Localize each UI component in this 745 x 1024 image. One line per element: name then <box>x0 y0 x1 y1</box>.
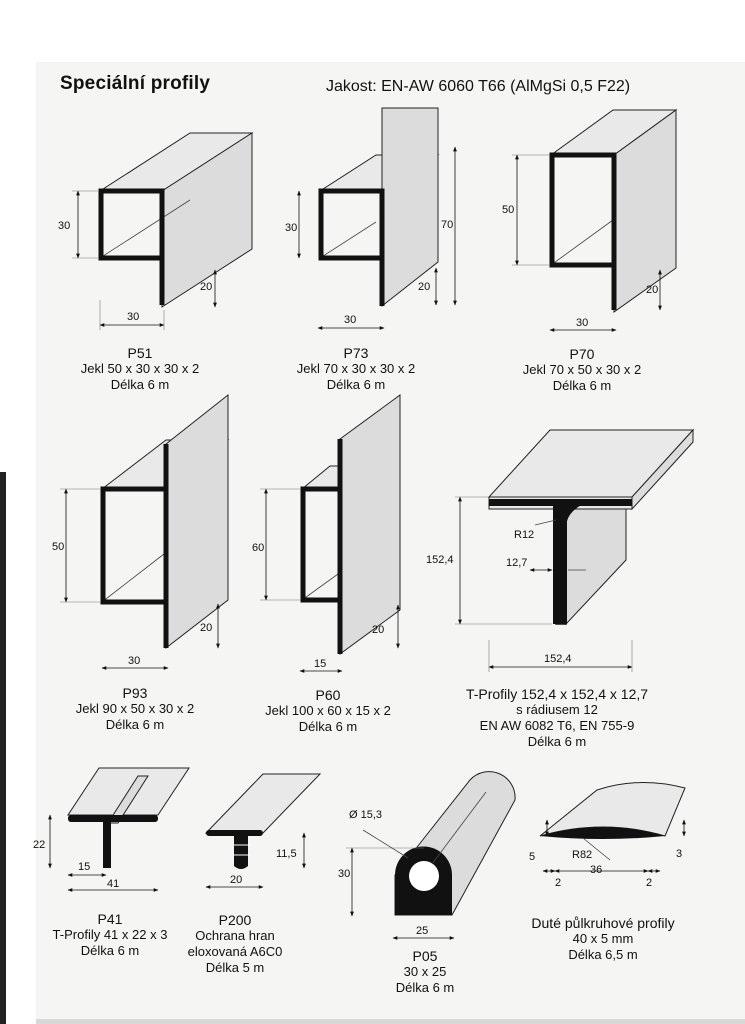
p41-flange-label: 15 <box>78 861 91 873</box>
p73-code: P73 <box>343 345 369 361</box>
p73-height-label: 30 <box>285 222 298 234</box>
p41-spec: T-Profily 41 x 22 x 3 <box>52 927 168 942</box>
p05-spec: 30 x 25 <box>403 964 447 979</box>
profile-p70-drawing <box>512 110 676 330</box>
half-round-radius-label: R82 <box>572 849 593 861</box>
p73-leg-label: 20 <box>418 281 431 293</box>
half-round-code: Duté půlkruhové profily <box>531 915 675 931</box>
p60-leg-label: 20 <box>372 624 385 636</box>
p05-width-label: 25 <box>416 925 429 937</box>
p70-height-label: 50 <box>502 204 515 216</box>
half-round-spec: 40 x 5 mm <box>572 931 634 946</box>
profile-t1524-drawing <box>455 430 693 672</box>
p200-code: P200 <box>218 912 252 928</box>
p05-length: Délka 6 m <box>395 980 455 995</box>
half-round-edge-label: 3 <box>676 848 683 860</box>
p73-total-height-label: 70 <box>441 219 454 231</box>
profile-p200-drawing <box>206 774 320 887</box>
caption-half-round <box>508 915 698 963</box>
p51-length: Délka 6 m <box>110 377 170 392</box>
p70-width-label: 30 <box>576 317 589 329</box>
t-profile-radius-label: R12 <box>514 529 535 541</box>
half-round-width-label: 36 <box>590 864 603 876</box>
p51-height-label: 30 <box>58 220 71 232</box>
p60-width-label: 15 <box>314 658 327 670</box>
p60-length: Délka 6 m <box>298 719 358 734</box>
p200-spec: Ochrana hran <box>195 928 275 943</box>
caption-p73 <box>271 345 441 393</box>
p93-code: P93 <box>122 685 148 701</box>
p70-leg-label: 20 <box>646 284 659 296</box>
t-profile-code: T-Profily 152,4 x 152,4 x 12,7 <box>465 686 649 702</box>
caption-t-profile <box>452 686 662 750</box>
p93-width-label: 30 <box>128 655 141 667</box>
t-profile-length: Délka 6 m <box>527 734 587 749</box>
p51-leg-label: 20 <box>200 281 213 293</box>
half-round-length: Délka 6,5 m <box>568 947 638 962</box>
p73-length: Délka 6 m <box>326 377 386 392</box>
caption-p70 <box>497 346 667 394</box>
p200-finish: eloxovaná A6C0 <box>187 944 283 959</box>
t-profile-height-label: 152,4 <box>426 554 454 566</box>
p93-length: Délka 6 m <box>105 717 165 732</box>
p200-width-label: 20 <box>230 874 243 886</box>
t-profile-norm: EN AW 6082 T6, EN 755-9 <box>479 718 635 733</box>
profile-p05-drawing <box>346 772 515 938</box>
t-profile-width-label: 152,4 <box>544 653 572 665</box>
profile-half-round-drawing <box>540 782 685 871</box>
p70-code: P70 <box>569 346 595 362</box>
caption-p51 <box>55 345 225 393</box>
profile-p51-drawing <box>72 133 252 330</box>
p05-code: P05 <box>412 948 438 964</box>
p73-spec: Jekl 70 x 30 x 30 x 2 <box>296 361 416 376</box>
p93-height-label: 50 <box>52 541 65 553</box>
caption-p200 <box>170 912 300 976</box>
p05-diameter-label: Ø 15,3 <box>349 809 383 821</box>
p60-code: P60 <box>315 687 341 703</box>
p93-leg-label: 20 <box>200 622 213 634</box>
p200-length: Délka 5 m <box>205 960 265 975</box>
caption-p41 <box>30 911 190 959</box>
p60-height-label: 60 <box>252 542 265 554</box>
p200-height-label: 11,5 <box>276 848 297 860</box>
p73-width-label: 30 <box>344 314 357 326</box>
t-profile-thickness-label: 12,7 <box>506 557 528 569</box>
p70-length: Délka 6 m <box>552 378 612 393</box>
caption-p60 <box>243 687 413 735</box>
p05-height-label: 30 <box>338 868 351 880</box>
half-round-left-margin-label: 2 <box>555 877 562 889</box>
page-title: Speciální profily <box>60 73 211 94</box>
t-profile-radius: s rádiusem 12 <box>516 702 598 717</box>
p51-width-label: 30 <box>127 311 140 323</box>
half-round-height-label: 5 <box>529 851 536 863</box>
caption-p05 <box>360 948 490 996</box>
half-round-right-margin-label: 2 <box>646 877 653 889</box>
p93-spec: Jekl 90 x 50 x 30 x 2 <box>75 701 195 716</box>
p51-code: P51 <box>127 345 153 361</box>
p60-spec: Jekl 100 x 60 x 15 x 2 <box>265 703 391 718</box>
p41-code: P41 <box>97 911 123 927</box>
material-quality: Jakost: EN-AW 6060 T66 (AlMgSi 0,5 F22) <box>326 78 631 95</box>
profile-p73-drawing <box>299 108 455 328</box>
p41-width-label: 41 <box>107 878 120 890</box>
p70-spec: Jekl 70 x 50 x 30 x 2 <box>522 362 642 377</box>
p41-height-label: 22 <box>33 839 46 851</box>
p51-spec: Jekl 50 x 30 x 30 x 2 <box>80 361 200 376</box>
caption-p93 <box>50 685 220 733</box>
p41-length: Délka 6 m <box>80 943 140 958</box>
profile-p41-drawing <box>50 768 189 890</box>
